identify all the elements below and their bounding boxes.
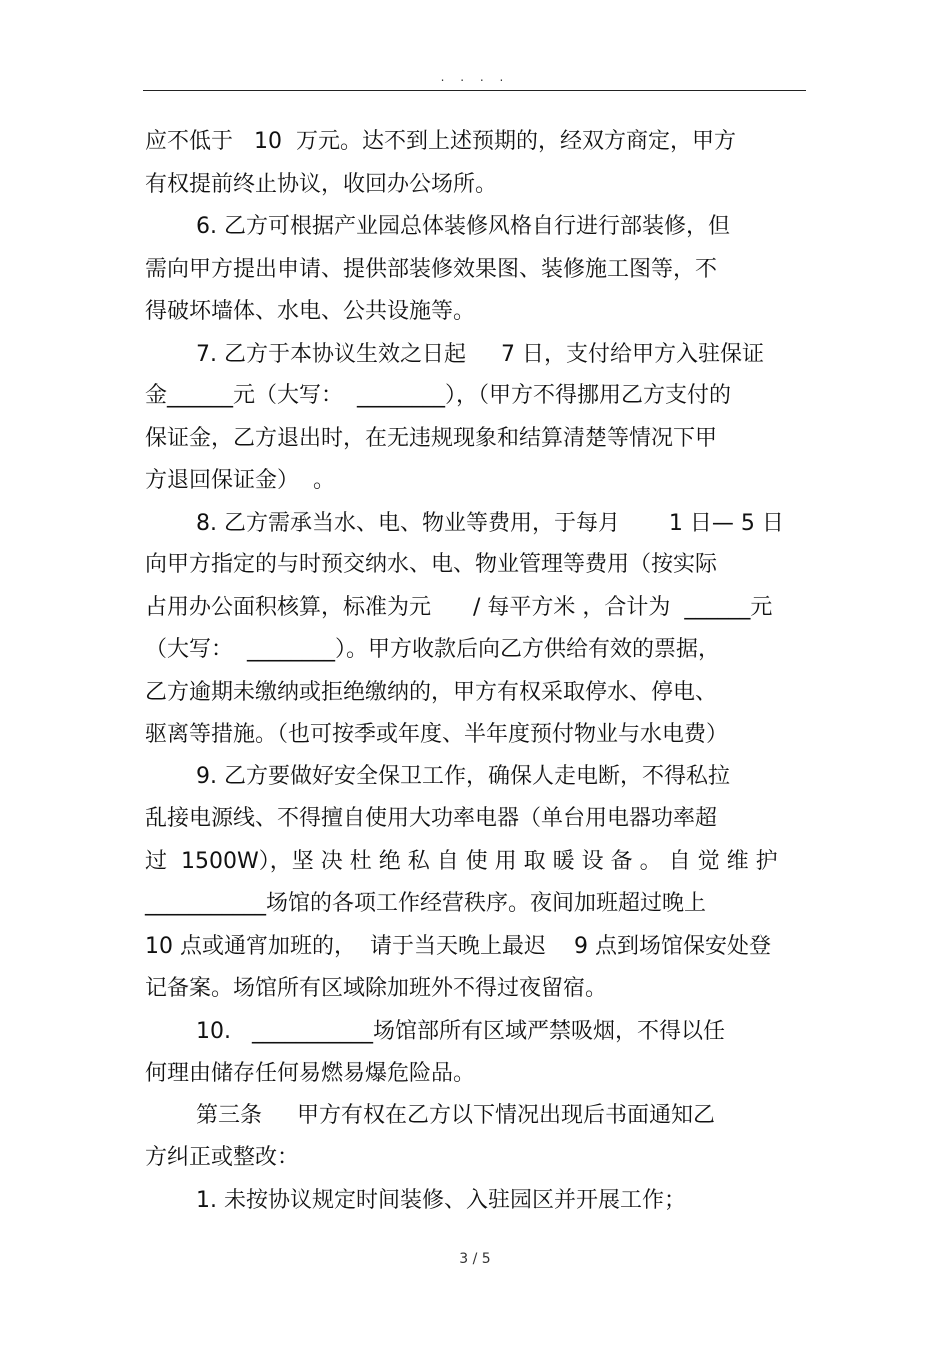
text-line: 金______元（大写： ________），（甲方不得挪用乙方支付的: [145, 383, 731, 408]
page-number: 3 / 5: [459, 1251, 491, 1267]
text-line: 乙方逾期未缴纳或拒绝缴纳的，甲方有权采取停水、停电、: [145, 680, 718, 705]
text-line: 有权提前终止协议，收回办公场所。: [145, 172, 498, 197]
header-dots: . . . .: [440, 70, 510, 84]
text-line: 方退回保证金） 。: [145, 468, 335, 493]
text-line: 方纠正或整改：: [145, 1145, 300, 1170]
text-line: 过 1500W），坚 决 杜 绝 私 自 使 用 取 暖 设 备 。 自 觉 维 护: [145, 849, 778, 874]
article-3-heading: 第三条 甲方有权在乙方以下情况出现后书面通知乙: [196, 1103, 715, 1128]
text-line: 占用办公面积核算，标准为元 / 每平方米 ，合计为 ______元: [145, 595, 773, 620]
text-line: 需向甲方提出申请、提供部装修效果图、装修施工图等，不: [145, 257, 718, 282]
text-line: 何理由储存任何易燃易爆危险品。: [145, 1061, 476, 1086]
clause-6-line: 6. 乙方可根据产业园总体装修风格自行进行部装修，但: [196, 214, 730, 239]
text-line: ___________场馆的各项工作经营秩序。夜间加班超过晚上: [145, 891, 707, 916]
clause-8-line: 8. 乙方需承当水、电、物业等费用，于每月 1 日— 5 日: [196, 511, 784, 536]
text-line: 记备案。场馆所有区域除加班外不得过夜留宿。: [145, 976, 608, 1001]
header-rule: [143, 90, 806, 91]
article-3-item-1: 1. 未按协议规定时间装修、入驻园区并开展工作；: [196, 1188, 686, 1213]
clause-10-line: 10. ___________场馆部所有区域严禁吸烟，不得以任: [196, 1019, 725, 1044]
text-line: （大写： ________）。甲方收款后向乙方供给有效的票据，: [145, 637, 720, 662]
text-line: 10 点或通宵加班的， 请于当天晚上最迟 9 点到场馆保安处登: [145, 934, 771, 959]
clause-9-line: 9. 乙方要做好安全保卫工作，确保人走电断，不得私拉: [196, 764, 730, 789]
text-line: 向甲方指定的与时预交纳水、电、物业管理等费用（按实际: [145, 552, 718, 577]
text-line: 应不低于 10 万元。达不到上述预期的，经双方商定，甲方: [145, 129, 736, 154]
clause-7-line: 7. 乙方于本协议生效之日起 7 日，支付给甲方入驻保证: [196, 342, 764, 367]
text-line: 得破坏墙体、水电、公共设施等。: [145, 299, 476, 324]
text-line: 乱接电源线、不得擅自使用大功率电器（单台用电器功率超: [145, 806, 718, 831]
text-line: 驱离等措施。（也可按季或年度、半年度预付物业与水电费）: [145, 722, 729, 747]
text-line: 保证金，乙方退出时，在无违规现象和结算清楚等情况下甲: [145, 426, 718, 451]
